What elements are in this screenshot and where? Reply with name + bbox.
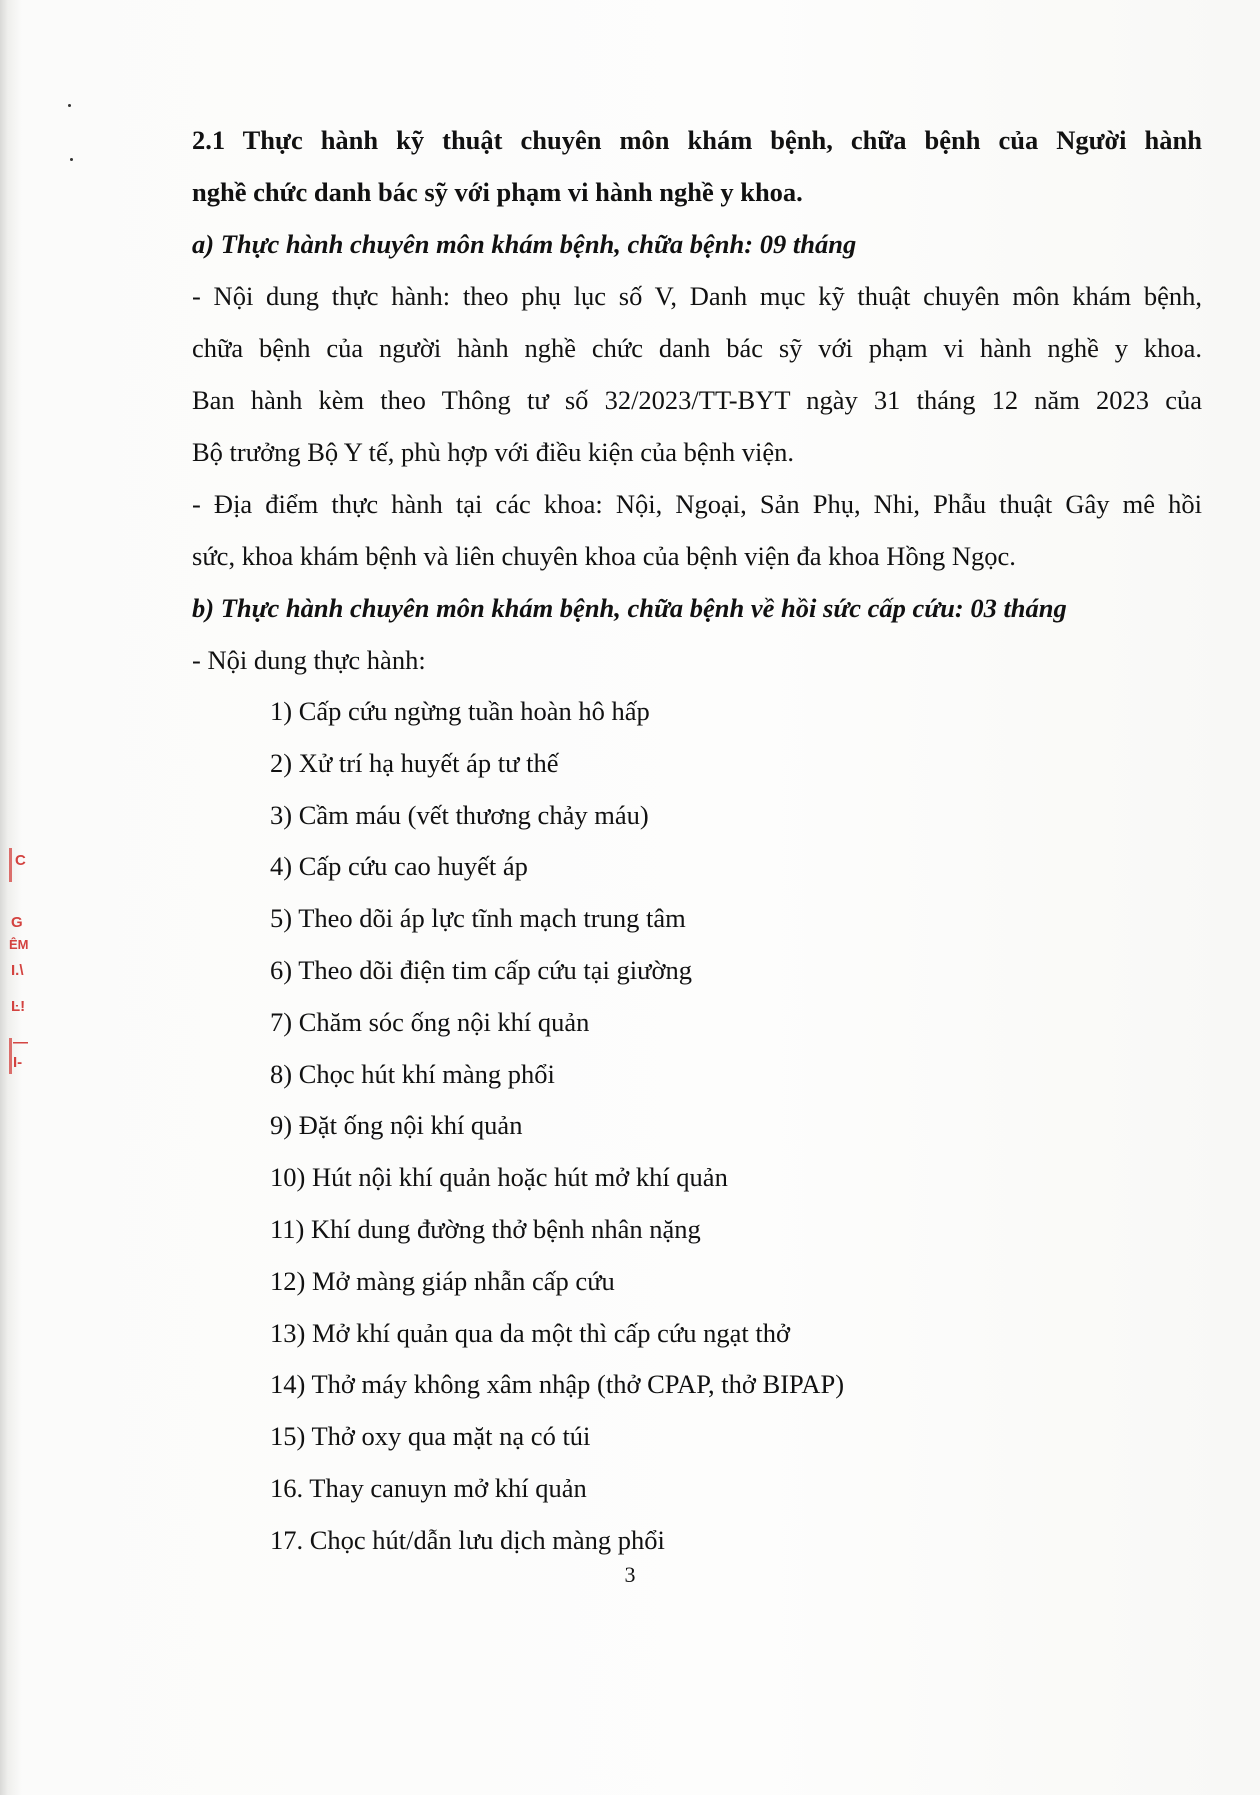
list-item: 4) Cấp cứu cao huyết áp [270, 851, 528, 882]
part-a-content-line: - Nội dung thực hành: theo phụ lục số V, Danh mục kỹ thuật chuyên môn khám bệnh, [192, 281, 1202, 311]
list-item: 10) Hút nội khí quản hoặc hút mở khí quản [270, 1162, 728, 1193]
list-item: 14) Thở máy không xâm nhập (thở CPAP, thở BIPAP) [270, 1369, 845, 1400]
part-a-content-line: Bộ trưởng Bộ Y tế, phù hợp với điều kiện của bệnh viện. [192, 437, 795, 467]
list-item: 7) Chăm sóc ống nội khí quản [270, 1006, 590, 1037]
list-item: 6) Theo dõi điện tim cấp cứu tại giường [270, 954, 692, 985]
page-number: 3 [624, 1562, 636, 1587]
procedure-list [192, 686, 1202, 1567]
part-a-title: a) Thực hành chuyên môn khám bệnh, chữa bệnh: 09 tháng [192, 229, 857, 259]
stamp-text: C [15, 852, 26, 869]
list-item: 3) Cầm máu (vết thương chảy máu) [270, 799, 649, 830]
list-item: 8) Chọc hút khí màng phổi [270, 1058, 555, 1089]
stamp-text: I.\ [11, 962, 24, 979]
stamp-fragment [9, 848, 31, 1078]
list-item: 9) Đặt ống nội khí quản [270, 1110, 523, 1141]
list-item: 15) Thở oxy qua mặt nạ có túi [270, 1421, 591, 1452]
part-b-title: b) Thực hành chuyên môn khám bệnh, chữa bệnh về hồi sức cấp cứu: 03 tháng [192, 593, 1067, 623]
stamp-text: Ŀ! [11, 998, 26, 1015]
stamp-text: ÊM [9, 937, 29, 952]
part-a-location-line: sức, khoa khám bệnh và liên chuyên khoa của bệnh viện đa khoa Hồng Ngọc. [192, 541, 1016, 571]
section-heading-line-1: 2.1 Thực hành kỹ thuật chuyên môn khám bệnh, chữa bệnh của Người hành [192, 125, 1202, 155]
list-item: 17. Chọc hút/dẫn lưu dịch màng phổi [270, 1524, 665, 1555]
stamp-text: G [11, 914, 23, 931]
stamp-text: I- [13, 1054, 23, 1071]
document-body [192, 114, 1202, 1567]
part-b-content-label: - Nội dung thực hành: [192, 645, 426, 675]
list-item: 5) Theo dõi áp lực tĩnh mạch trung tâm [270, 903, 686, 934]
list-item: 12) Mở màng giáp nhẫn cấp cứu [270, 1265, 615, 1296]
section-heading-line-2: nghề chức danh bác sỹ với phạm vi hành nghề y khoa. [192, 177, 803, 207]
list-item: 11) Khí dung đường thở bệnh nhân nặng [270, 1213, 701, 1244]
part-a-location-line: - Địa điểm thực hành tại các khoa: Nội, Ngoại, Sản Phụ, Nhi, Phẫu thuật Gây mê hồi [192, 489, 1202, 519]
list-item: 2) Xử trí hạ huyết áp tư thế [270, 747, 559, 778]
list-item: 16. Thay canuyn mở khí quản [270, 1472, 587, 1503]
part-a-content-line: chữa bệnh của người hành nghề chức danh bác sỹ với phạm vi hành nghề y khoa. [192, 333, 1202, 363]
margin-mark [70, 158, 73, 161]
part-a-content-line: Ban hành kèm theo Thông tư số 32/2023/TT-BYT ngày 31 tháng 12 năm 2023 của [192, 385, 1202, 415]
stamp-text: — [13, 1034, 28, 1051]
list-item: 1) Cấp cứu ngừng tuần hoàn hô hấp [270, 696, 650, 726]
list-item: 13) Mở khí quản qua da một thì cấp cứu ngạt thở [270, 1317, 791, 1348]
margin-mark [68, 104, 71, 107]
